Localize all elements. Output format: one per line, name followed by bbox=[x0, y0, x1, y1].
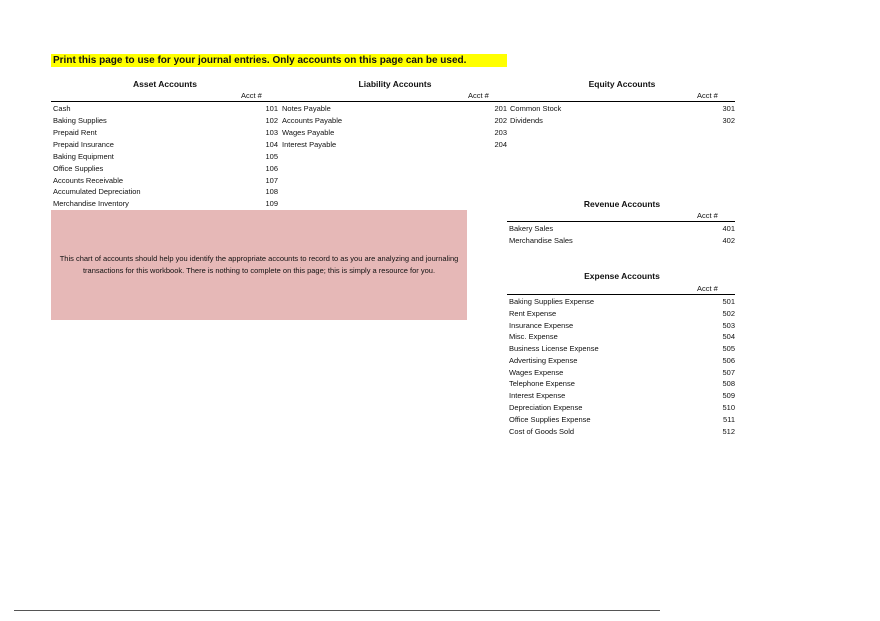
expense-name: Interest Expense bbox=[509, 391, 566, 401]
expense-num: 503 bbox=[722, 320, 735, 330]
revenue-accounts-title: Revenue Accounts bbox=[583, 199, 661, 209]
asset-name: Baking Equipment bbox=[53, 152, 114, 161]
asset-row bbox=[53, 151, 278, 163]
expense-name: Business License Expense bbox=[509, 344, 599, 353]
equity-row bbox=[510, 115, 735, 127]
expense-table-rule bbox=[507, 294, 735, 295]
revenue-name: Bakery Sales bbox=[509, 224, 554, 233]
expense-name: Depreciation Expense bbox=[509, 403, 583, 412]
expense-name: Misc. Expense bbox=[509, 332, 558, 342]
revenue-table-rule bbox=[507, 221, 735, 222]
expense-name: Telephone Expense bbox=[509, 379, 575, 389]
liability-num: 202 bbox=[494, 116, 507, 125]
expense-name: Insurance Expense bbox=[509, 320, 574, 330]
asset-name: Accounts Receivable bbox=[53, 175, 124, 185]
asset-num: 104 bbox=[265, 139, 278, 149]
equity-num: 302 bbox=[722, 116, 735, 125]
equity-accounts-title: Equity Accounts bbox=[588, 79, 656, 89]
liability-row bbox=[282, 115, 507, 127]
asset-name: Office Supplies bbox=[53, 164, 104, 173]
asset-name: Merchandise Inventory bbox=[53, 199, 129, 208]
liability-name: Interest Payable bbox=[282, 139, 337, 149]
asset-num: 102 bbox=[265, 116, 278, 125]
expense-num: 504 bbox=[722, 332, 735, 342]
asset-row bbox=[53, 163, 278, 175]
expense-acct-header: Acct # bbox=[697, 284, 718, 293]
expense-row bbox=[509, 343, 735, 355]
expense-num: 510 bbox=[722, 403, 735, 412]
asset-row bbox=[53, 198, 278, 210]
expense-name: Rent Expense bbox=[509, 308, 557, 318]
asset-row bbox=[53, 127, 278, 139]
expense-num: 506 bbox=[722, 355, 735, 365]
expense-accounts-title: Expense Accounts bbox=[584, 271, 660, 281]
asset-num: 106 bbox=[265, 164, 278, 173]
instruction-banner: Print this page to use for your journal entries. Only accounts on this page can be used. bbox=[51, 54, 507, 67]
expense-row bbox=[509, 320, 735, 332]
asset-name: Accumulated Depreciation bbox=[53, 187, 141, 196]
expense-name: Advertising Expense bbox=[509, 355, 578, 365]
expense-row bbox=[509, 331, 735, 343]
expense-num: 507 bbox=[722, 367, 735, 377]
liability-name: Notes Payable bbox=[282, 104, 331, 113]
expense-num: 505 bbox=[722, 344, 735, 353]
liability-acct-header: Acct # bbox=[468, 91, 489, 100]
asset-num: 109 bbox=[265, 199, 278, 208]
equity-acct-header: Acct # bbox=[697, 91, 718, 100]
asset-num: 103 bbox=[265, 128, 278, 137]
expense-row bbox=[509, 355, 735, 367]
expense-name: Office Supplies Expense bbox=[509, 414, 591, 424]
asset-name: Prepaid Insurance bbox=[53, 139, 114, 149]
expense-num: 501 bbox=[722, 297, 735, 306]
expense-num: 509 bbox=[722, 391, 735, 401]
expense-row bbox=[509, 426, 735, 438]
liability-num: 203 bbox=[494, 128, 507, 137]
revenue-row bbox=[509, 223, 735, 235]
expense-row bbox=[509, 308, 735, 320]
revenue-name: Merchandise Sales bbox=[509, 236, 573, 245]
asset-num: 107 bbox=[265, 175, 278, 185]
asset-num: 105 bbox=[265, 152, 278, 161]
asset-row bbox=[53, 103, 278, 115]
equity-name: Common Stock bbox=[510, 104, 562, 113]
expense-row bbox=[509, 296, 735, 308]
liability-name: Wages Payable bbox=[282, 128, 335, 137]
equity-name: Dividends bbox=[510, 116, 543, 125]
resource-note-text: This chart of accounts should help you identify the appropriate accounts to record to as you are analyzing and journaling transactions for this workbook. There is nothing to complete on this page; this is simply a resource for you. bbox=[59, 253, 459, 275]
asset-acct-header: Acct # bbox=[241, 91, 262, 100]
revenue-acct-header: Acct # bbox=[697, 211, 718, 220]
expense-num: 512 bbox=[722, 426, 735, 436]
revenue-num: 401 bbox=[722, 224, 735, 233]
equity-row bbox=[510, 103, 735, 115]
asset-row bbox=[53, 186, 278, 198]
asset-name: Prepaid Rent bbox=[53, 128, 97, 137]
liability-num: 204 bbox=[494, 139, 507, 149]
expense-name: Cost of Goods Sold bbox=[509, 426, 575, 436]
expense-row bbox=[509, 414, 735, 426]
asset-row bbox=[53, 115, 278, 127]
expense-row bbox=[509, 390, 735, 402]
equity-num: 301 bbox=[722, 104, 735, 113]
liability-accounts-title: Liability Accounts bbox=[358, 79, 432, 89]
asset-num: 101 bbox=[265, 104, 278, 113]
asset-accounts-title: Asset Accounts bbox=[133, 79, 197, 89]
liability-row bbox=[282, 127, 507, 139]
asset-name: Cash bbox=[53, 104, 71, 113]
expense-num: 502 bbox=[722, 308, 735, 318]
revenue-row bbox=[509, 235, 735, 247]
asset-num: 108 bbox=[265, 187, 278, 196]
expense-row bbox=[509, 367, 735, 379]
expense-name: Baking Supplies Expense bbox=[509, 297, 595, 306]
asset-name: Baking Supplies bbox=[53, 116, 107, 125]
expense-num: 511 bbox=[723, 414, 735, 424]
liability-row bbox=[282, 139, 507, 151]
asset-row bbox=[53, 139, 278, 151]
footer-rule bbox=[14, 610, 660, 611]
expense-name: Wages Expense bbox=[509, 367, 564, 377]
asset-row bbox=[53, 175, 278, 187]
revenue-num: 402 bbox=[722, 236, 735, 245]
liability-row bbox=[282, 103, 507, 115]
top-table-rule bbox=[51, 101, 735, 102]
liability-name: Accounts Payable bbox=[282, 116, 343, 125]
expense-num: 508 bbox=[722, 379, 735, 389]
liability-num: 201 bbox=[494, 104, 507, 113]
resource-note-box bbox=[51, 210, 467, 320]
expense-row bbox=[509, 402, 735, 414]
expense-row bbox=[509, 378, 735, 390]
